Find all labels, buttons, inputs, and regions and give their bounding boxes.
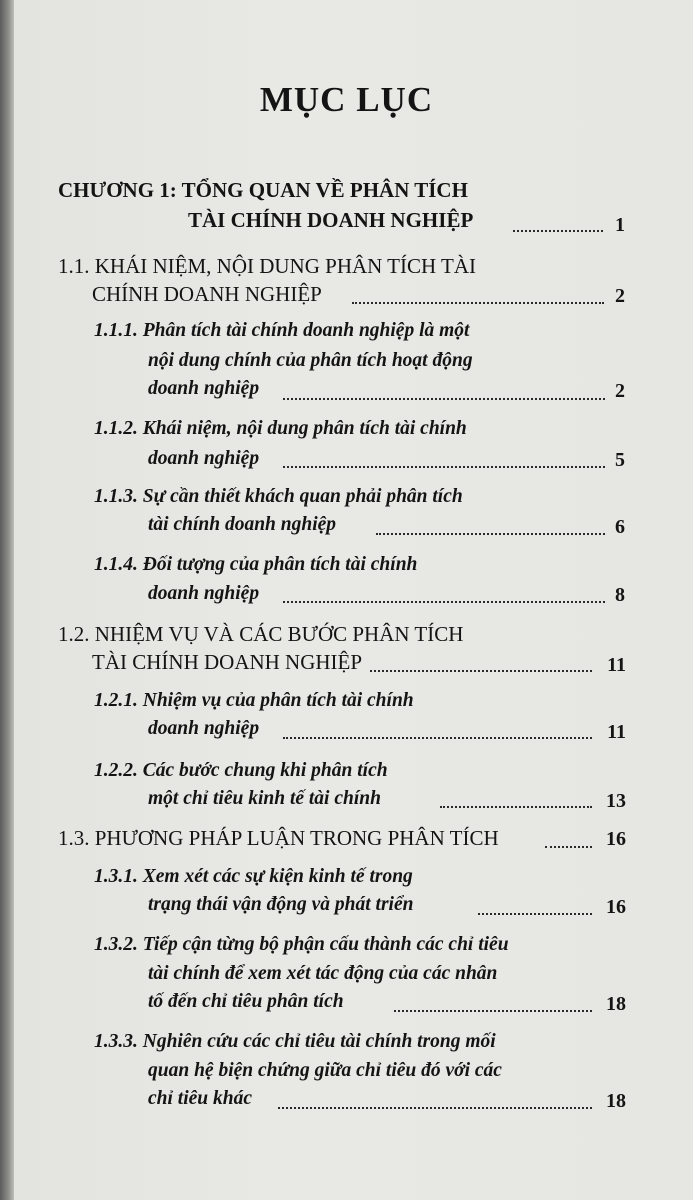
toc-entry-text: TÀI CHÍNH DOANH NGHIỆP: [92, 650, 363, 674]
toc-leader-dots: [283, 737, 592, 739]
toc-page-number: 11: [607, 721, 626, 743]
toc-leader-dots: [394, 1010, 592, 1012]
toc-entry-text: 1.2. NHIỆM VỤ VÀ CÁC BƯỚC PHÂN TÍCH: [58, 622, 464, 646]
toc-entry-text: trạng thái vận động và phát triển: [148, 894, 414, 915]
toc-entry-text: doanh nghiệp: [148, 583, 260, 604]
toc-entry-text: 1.2.2. Các bước chung khi phân tích: [94, 760, 388, 781]
toc-page-number: 5: [615, 449, 625, 471]
toc-entry-text: 1.1.1. Phân tích tài chính doanh nghiệp là một: [94, 320, 470, 341]
toc-entry-text: CHƯƠNG 1: TỔNG QUAN VỀ PHÂN TÍCH: [58, 178, 468, 202]
toc-page-number: 16: [606, 896, 626, 918]
toc-entry-text: 1.3.2. Tiếp cận từng bộ phận cấu thành các chỉ tiêu: [94, 934, 509, 955]
toc-leader-dots: [478, 913, 592, 915]
toc-entry-text: tố đến chỉ tiêu phân tích: [148, 991, 344, 1012]
toc-leader-dots: [352, 302, 604, 304]
toc-entry-text: 1.1.2. Khái niệm, nội dung phân tích tài chính: [94, 418, 467, 439]
toc-page-number: 11: [607, 654, 626, 676]
toc-entry-text: 1.1.3. Sự cần thiết khách quan phải phân tích: [94, 486, 463, 507]
toc-leader-dots: [545, 846, 592, 848]
toc-entry-text: chỉ tiêu khác: [148, 1088, 253, 1109]
toc-page-number: 18: [606, 1090, 626, 1112]
toc-page-number: 1: [615, 214, 625, 236]
toc-entry-text: 1.2.1. Nhiệm vụ của phân tích tài chính: [94, 690, 414, 711]
toc-entry-text: 1.3.3. Nghiên cứu các chỉ tiêu tài chính trong mối: [94, 1031, 496, 1052]
toc-leader-dots: [278, 1107, 592, 1109]
toc-page-number: 18: [606, 993, 626, 1015]
toc-entry-text: 1.3. PHƯƠNG PHÁP LUẬN TRONG PHÂN TÍCH: [58, 826, 499, 850]
toc-page-number: 8: [615, 584, 625, 606]
toc-leader-dots: [283, 601, 605, 603]
toc-page-number: 2: [615, 285, 625, 307]
page-title: MỤC LỤC: [259, 80, 434, 119]
toc-leader-dots: [283, 398, 605, 400]
toc-entry-text: tài chính để xem xét tác động của các nhân: [148, 963, 498, 984]
toc-entry-text: quan hệ biện chứng giữa chỉ tiêu đó với các: [148, 1060, 502, 1081]
toc-entry-text: tài chính doanh nghiệp: [148, 514, 337, 535]
toc-entry-text: TÀI CHÍNH DOANH NGHIỆP: [188, 208, 474, 232]
toc-entry-text: nội dung chính của phân tích hoạt động: [148, 350, 473, 371]
toc-entry-text: 1.1.4. Đối tượng của phân tích tài chính: [94, 554, 418, 575]
toc-page-number: 16: [606, 828, 626, 850]
toc-leader-dots: [283, 466, 605, 468]
toc-entry-text: một chỉ tiêu kinh tế tài chính: [148, 788, 381, 809]
toc-entry-text: doanh nghiệp: [148, 718, 260, 739]
toc-page-number: 6: [615, 516, 625, 538]
toc-entry-text: 1.1. KHÁI NIỆM, NỘI DUNG PHÂN TÍCH TÀI: [58, 254, 477, 278]
toc-leader-dots: [370, 670, 592, 672]
toc-leader-dots: [376, 533, 605, 535]
toc-leader-dots: [440, 806, 592, 808]
toc-page-number: 13: [606, 790, 626, 812]
toc-entry-text: doanh nghiệp: [148, 378, 260, 399]
toc-entry-text: CHÍNH DOANH NGHIỆP: [92, 282, 322, 306]
book-spine-edge: [0, 0, 14, 1200]
toc-page-number: 2: [615, 380, 625, 402]
toc-entry-text: doanh nghiệp: [148, 448, 260, 469]
toc-entry-text: 1.3.1. Xem xét các sự kiện kinh tế trong: [94, 866, 413, 887]
